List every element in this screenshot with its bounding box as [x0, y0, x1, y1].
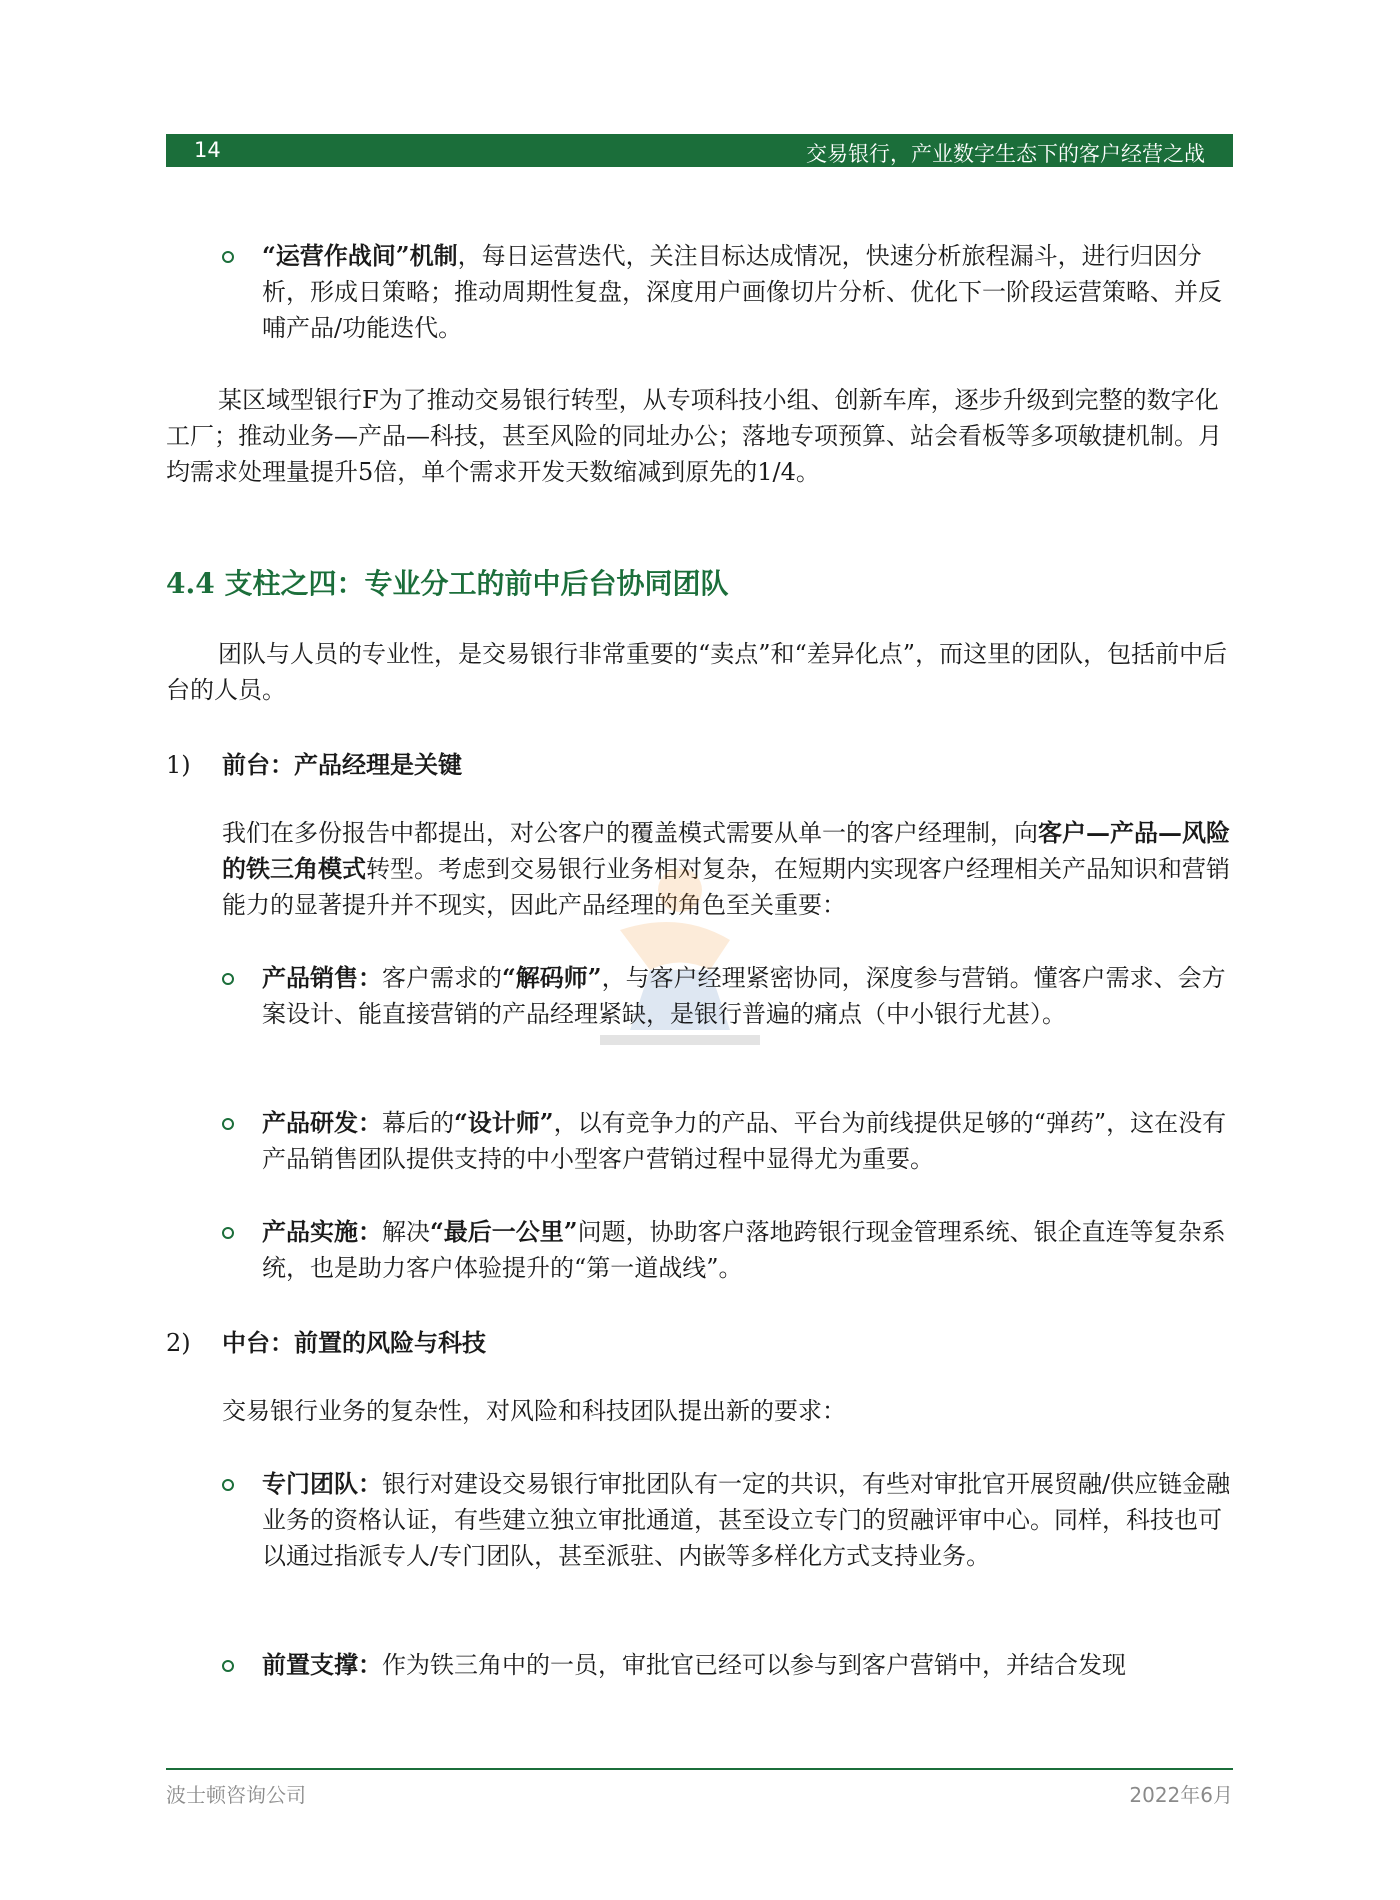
paragraph-text: 我们在多份报告中都提出，对公客户的覆盖模式需要从单一的客户经理制，向: [222, 819, 1038, 847]
page-header-bar: [166, 134, 1233, 167]
bullet-item: [222, 1105, 1232, 1177]
footer-date: 2022年6月: [1129, 1783, 1233, 1807]
bullet-circle-icon: [222, 973, 234, 985]
bullet-text: ，与客户经理紧密协同，深度参与营销。懂客户需求、会方案设计、能直接营销的产品经理紧缺，是银行普遍的痛点（中小银行尤甚）。: [262, 964, 1226, 1028]
bullet-emphasis: “最后一公里”: [430, 1217, 578, 1246]
bullet-label: 专门团队：: [262, 1469, 382, 1498]
bullet-label: 产品研发：: [262, 1108, 382, 1137]
bullet-item: [222, 960, 1232, 1032]
subsection-heading-front: [166, 747, 462, 783]
paragraph-text: 转型。考虑到交易银行业务相对复杂，在短期内实现客户经理相关产品知识和营销能力的显著提升并不现实，因此产品经理的角色至关重要：: [222, 855, 1230, 919]
bullet-text: 问题，协助客户落地跨银行现金管理系统、银企直连等复杂系统，也是助力客户体验提升的“第一道战线”。: [262, 1218, 1226, 1282]
bullet-circle-icon: [222, 1118, 234, 1130]
bullet-circle-icon: [222, 1227, 234, 1239]
bullet-emphasis: “解码师”: [502, 963, 602, 992]
subsection-title: 前台：产品经理是关键: [222, 750, 462, 779]
bullet-text: 银行对建设交易银行审批团队有一定的共识，有些对审批官开展贸融/供应链金融业务的资格认证，有些建立独立审批通道，甚至设立专门的贸融评审中心。同样，科技也可以通过指派专人/专门团队，甚至派驻、内嵌等多样化方式支持业务。: [262, 1470, 1231, 1570]
bullet-item: [222, 238, 1232, 346]
footer-divider: [166, 1768, 1233, 1770]
subsection-heading-middle: [166, 1325, 486, 1361]
bullet-label: 产品实施：: [262, 1217, 382, 1246]
paragraph-bank-f: 某区域型银行F为了推动交易银行转型，从专项科技小组、创新车库，逐步升级到完整的数字化工厂；推动业务—产品—科技，甚至风险的同址办公；落地专项预算、站会看板等多项敏捷机制。月均需求处理量提升5倍，单个需求开发天数缩减到原先的1/4。: [166, 386, 1222, 486]
bullet-item: [222, 1647, 1232, 1683]
bullet-label: “运营作战间”机制: [262, 241, 458, 270]
intro-paragraph: 团队与人员的专业性，是交易银行非常重要的“卖点”和“差异化点”，而这里的团队，包括前中后台的人员。: [166, 640, 1228, 704]
bullet-circle-icon: [222, 1660, 234, 1672]
bullet-text: 幕后的: [382, 1109, 454, 1137]
bullet-label: 产品销售：: [262, 963, 382, 992]
bullet-text: ，每日运营迭代，关注目标达成情况，快速分析旅程漏斗，进行归因分析，形成日策略；推动周期性复盘，深度用户画像切片分析、优化下一阶段运营策略、并反哺产品/功能迭代。: [262, 242, 1222, 342]
subsection-number: 2): [166, 1329, 191, 1357]
bullet-text: ，以有竞争力的产品、平台为前线提供足够的“弹药”，这在没有产品销售团队提供支持的中小型客户营销过程中显得尤为重要。: [262, 1109, 1227, 1173]
section-heading: 4.4 支柱之四：专业分工的前中后台协同团队: [166, 567, 729, 600]
bullet-text: 解决: [382, 1218, 430, 1246]
report-title: 交易银行，产业数字生态下的客户经营之战: [806, 142, 1205, 166]
bullet-emphasis: “设计师”: [454, 1108, 554, 1137]
middle-office-paragraph: 交易银行业务的复杂性，对风险和科技团队提出新的要求：: [222, 1397, 846, 1425]
footer-company: 波士顿咨询公司: [166, 1783, 306, 1807]
paragraph-emphasis: 客户—产品—风险的铁三角模式: [222, 818, 1230, 883]
bullet-circle-icon: [222, 251, 234, 263]
bullet-text: 客户需求的: [382, 964, 502, 992]
subsection-title: 中台：前置的风险与科技: [222, 1328, 486, 1357]
subsection-number: 1): [166, 751, 191, 779]
bullet-circle-icon: [222, 1479, 234, 1491]
bullet-text: 作为铁三角中的一员，审批官已经可以参与到客户营销中，并结合发现: [382, 1651, 1126, 1679]
bullet-item: [222, 1214, 1232, 1286]
bullet-item: [222, 1466, 1232, 1574]
bullet-label: 前置支撑：: [262, 1650, 382, 1679]
page-number: 14: [194, 138, 221, 162]
